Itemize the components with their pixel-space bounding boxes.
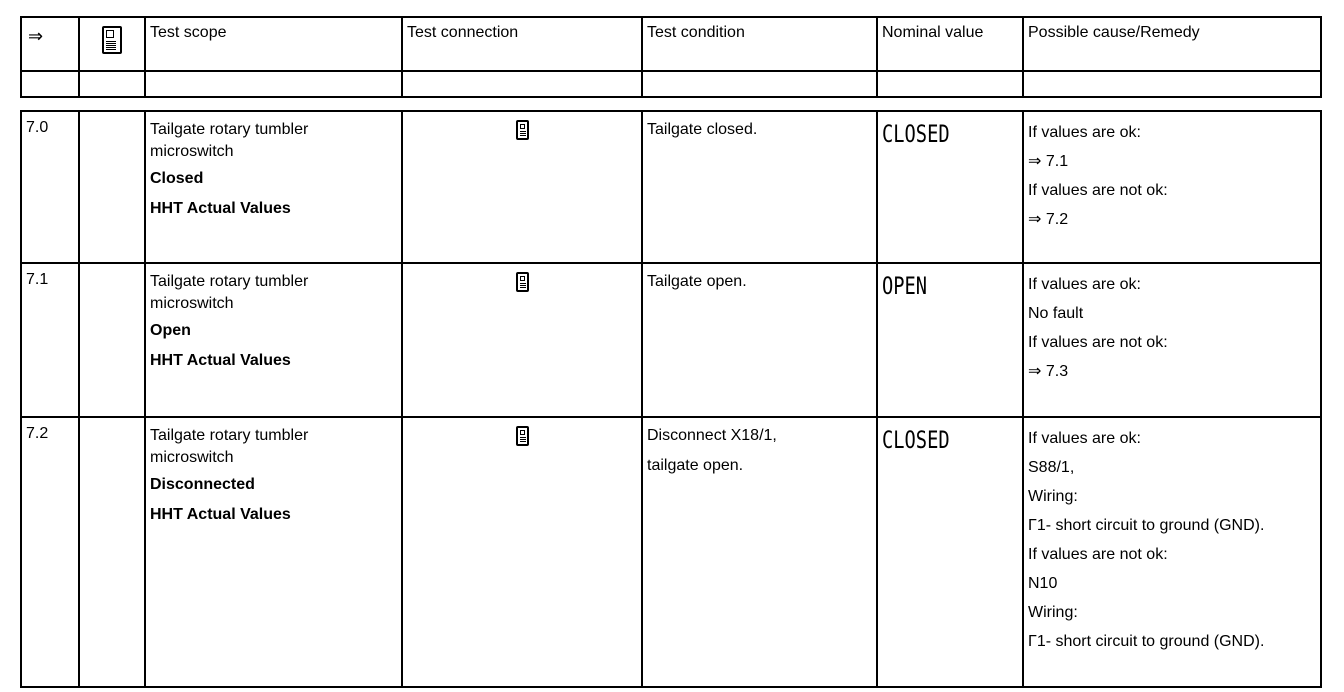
test-scope-cell: [145, 417, 402, 687]
test-condition-cell: Tailgate closed.: [642, 111, 877, 263]
step-number: 7.2: [21, 417, 79, 687]
scope-mode: HHT Actual Values: [150, 352, 291, 369]
empty-cell: [402, 71, 642, 97]
scope-state: Closed: [150, 170, 204, 187]
empty-cell: [145, 71, 402, 97]
empty-cell: [79, 263, 145, 417]
empty-cell: [1023, 71, 1321, 97]
test-connection-cell: [402, 263, 642, 417]
scope-line: microswitch: [150, 143, 234, 160]
nominal-value: OPEN: [882, 272, 928, 300]
empty-cell: [79, 111, 145, 263]
header-table: [20, 16, 1322, 98]
tester-header-cell: [79, 17, 145, 71]
nominal-value-cell: [877, 111, 1023, 263]
test-connection-cell: [402, 111, 642, 263]
scope-state: Open: [150, 322, 191, 339]
handheld-tester-icon: [516, 426, 529, 446]
step-number: 7.0: [21, 111, 79, 263]
test-condition-cell: Disconnect X18/1, tailgate open.: [642, 417, 877, 687]
header-test-connection: Test connection: [402, 17, 642, 71]
header-test-scope: Test scope: [145, 17, 402, 71]
empty-cell: [79, 417, 145, 687]
test-scope-cell: [145, 111, 402, 263]
test-connection-cell: [402, 417, 642, 687]
empty-cell: [642, 71, 877, 97]
table-row: [21, 263, 1321, 417]
empty-cell: [877, 71, 1023, 97]
scope-line: microswitch: [150, 449, 234, 466]
step-number: 7.1: [21, 263, 79, 417]
handheld-tester-icon: [102, 26, 122, 54]
nominal-value-cell: [877, 263, 1023, 417]
nominal-value: CLOSED: [882, 120, 950, 148]
scope-mode: HHT Actual Values: [150, 506, 291, 523]
empty-cell: [79, 71, 145, 97]
empty-cell: [21, 71, 79, 97]
scope-line: Tailgate rotary tumbler: [150, 121, 309, 138]
test-steps-table: [20, 110, 1322, 688]
remedy-cell: If values are ok: S88/1, Wiring: Γ1- short circuit to ground (GND). If values are not ok: N10 Wiring: Γ1- short circuit to ground (GND).: [1023, 417, 1321, 687]
scope-mode: HHT Actual Values: [150, 200, 291, 217]
header-test-condition: Test condition: [642, 17, 877, 71]
table-row: [21, 417, 1321, 687]
handheld-tester-icon: [516, 272, 529, 292]
scope-line: Tailgate rotary tumbler: [150, 427, 309, 444]
table-row: [21, 111, 1321, 263]
nominal-value-cell: [877, 417, 1023, 687]
remedy-cell: If values are ok: ⇒ 7.1 If values are not ok: ⇒ 7.2: [1023, 111, 1321, 263]
test-scope-cell: [145, 263, 402, 417]
header-nominal-value: Nominal value: [877, 17, 1023, 71]
nominal-value: CLOSED: [882, 426, 950, 454]
header-possible-cause: Possible cause/Remedy: [1023, 17, 1321, 71]
scope-line: Tailgate rotary tumbler: [150, 273, 309, 290]
scope-line: microswitch: [150, 295, 234, 312]
handheld-tester-icon: [516, 120, 529, 140]
arrow-header: ⇒: [21, 17, 79, 71]
scope-state: Disconnected: [150, 476, 255, 493]
remedy-cell: If values are ok: No fault If values are not ok: ⇒ 7.3: [1023, 263, 1321, 417]
test-condition-cell: Tailgate open.: [642, 263, 877, 417]
